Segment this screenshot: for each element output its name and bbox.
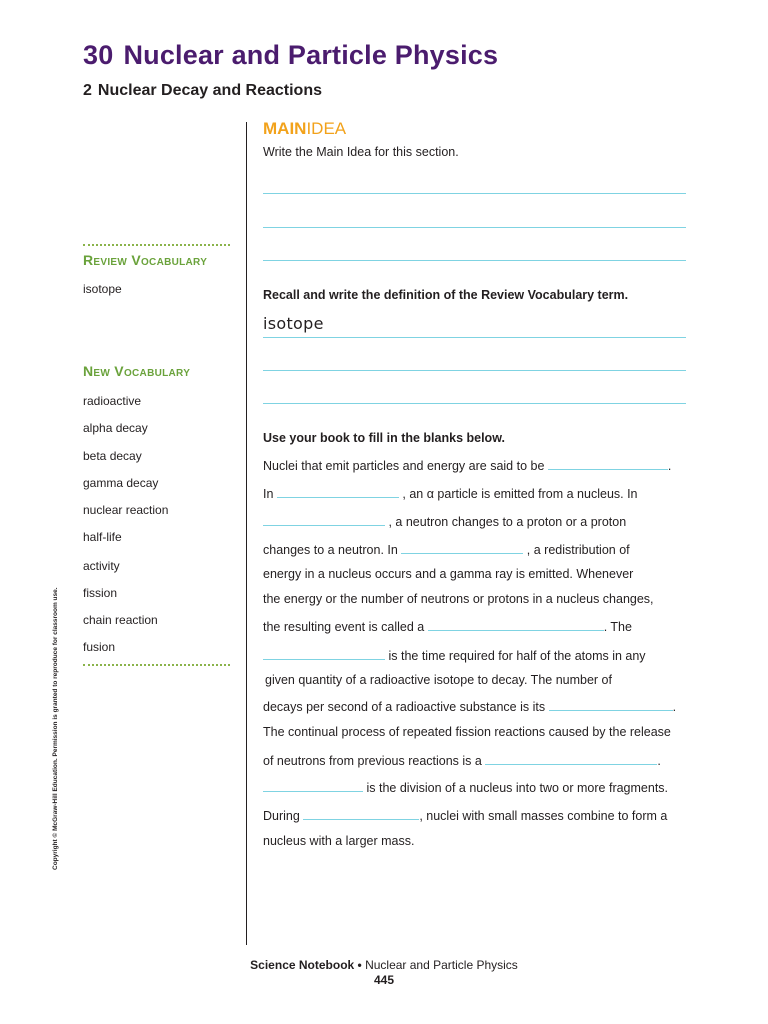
fill-in-line [263,808,667,823]
fill-in-blank[interactable] [303,808,419,820]
review-term: isotope [83,282,122,296]
definition-writing-line[interactable] [263,370,686,371]
fill-in-text: of neutrons from previous reactions is a [263,754,482,768]
main-idea-instruction: Write the Main Idea for this section. [263,145,459,159]
fill-in-blank[interactable] [263,780,363,792]
page-number: 445 [373,973,395,987]
fill-in-line [263,619,632,634]
chapter-title: Nuclear and Particle Physics [123,40,499,70]
fill-in-text: , nuclei with small masses combine to form a [419,809,668,823]
footer-book-title: Science Notebook [250,958,355,972]
vocab-term: nuclear reaction [83,503,169,517]
fill-in-text: , an α particle is emitted from a nucleus. In [402,487,638,501]
review-instruction: Recall and write the definition of the Review Vocabulary term. [263,288,629,302]
page-footer [0,958,768,972]
fill-in-text: . [667,459,672,473]
section-number: 2 [83,82,92,99]
fill-in-blank[interactable] [401,542,523,554]
fill-in-line: The continual process of repeated fission reactions caused by the release [263,725,671,739]
fill-in-line [263,542,630,557]
vocab-term: beta decay [83,449,142,463]
fill-in-blank[interactable] [263,648,385,660]
fill-in-text: changes to a neutron. In [263,543,398,557]
main-idea-label-idea: IDEA [306,119,347,138]
main-idea-writing-line[interactable] [263,193,686,194]
fill-in-line [263,780,668,795]
fill-in-text: , a neutron changes to a proton or a proton [388,515,627,529]
fill-in-text: During [263,809,300,823]
fill-in-line: the energy or the number of neutrons or protons in a nucleus changes, [263,592,654,606]
section-heading [83,82,322,100]
fill-in-text: is the division of a nucleus into two or more fragments. [366,781,669,795]
fill-in-instruction: Use your book to fill in the blanks below. [263,431,505,445]
chapter-number: 30 [83,40,114,70]
fill-in-line [263,699,676,714]
vocab-term: gamma decay [83,476,159,490]
new-vocabulary-heading: New Vocabulary [83,363,191,379]
fill-in-line [263,514,626,529]
vocab-term: fission [83,586,118,600]
sidebar-bottom-dots [83,664,230,666]
fill-in-blank[interactable] [549,699,673,711]
column-divider [246,122,247,945]
fill-in-text: decays per second of a radioactive substance is its [263,700,546,714]
footer-chapter-title: Nuclear and Particle Physics [365,958,518,972]
footer-separator: • [354,958,366,972]
vocab-term: half-life [83,530,122,544]
vocab-term: chain reaction [83,613,158,627]
vocab-term: radioactive [83,394,142,408]
fill-in-blank[interactable] [277,486,399,498]
fill-in-blank[interactable] [485,753,657,765]
main-idea-writing-line[interactable] [263,227,686,228]
review-vocabulary-heading: Review Vocabulary [83,252,208,268]
main-idea-label-main: MAIN [263,119,307,138]
fill-in-line: nucleus with a larger mass. [263,834,415,848]
vocab-term: fusion [83,640,116,654]
definition-writing-line[interactable] [263,337,686,338]
section-title: Nuclear Decay and Reactions [97,82,322,99]
fill-in-line [263,458,671,473]
vocab-term: activity [83,559,120,573]
fill-in-line: energy in a nucleus occurs and a gamma ray is emitted. Whenever [263,567,634,581]
fill-in-text: . [657,754,661,768]
fill-in-line: given quantity of a radioactive isotope to decay. The number of [265,673,612,687]
sidebar-top-dots [83,244,230,246]
main-idea-writing-line[interactable] [263,260,686,261]
fill-in-line [263,486,638,501]
fill-in-text: is the time required for half of the atoms in any [388,649,646,663]
fill-in-blank[interactable] [548,458,668,470]
fill-in-blank[interactable] [263,514,385,526]
fill-in-text: . The [603,620,632,634]
chapter-heading [83,40,498,71]
fill-in-line [263,753,661,768]
fill-in-text: Nuclei that emit particles and energy are said to be [263,459,545,473]
fill-in-blank[interactable] [428,619,604,631]
fill-in-line [263,648,646,663]
fill-in-text: the resulting event is called a [263,620,425,634]
vocab-term: alpha decay [83,421,148,435]
fill-in-text: . [672,700,677,714]
fill-in-text: In [263,487,274,501]
definition-writing-line[interactable] [263,403,686,404]
copyright-notice: Copyright © McGraw-Hill Education. Permission is granted to reproduce for classroom use. [52,587,59,870]
handwritten-answer: isotope [263,314,324,333]
main-idea-label [263,119,346,139]
fill-in-text: , a redistribution of [526,543,630,557]
